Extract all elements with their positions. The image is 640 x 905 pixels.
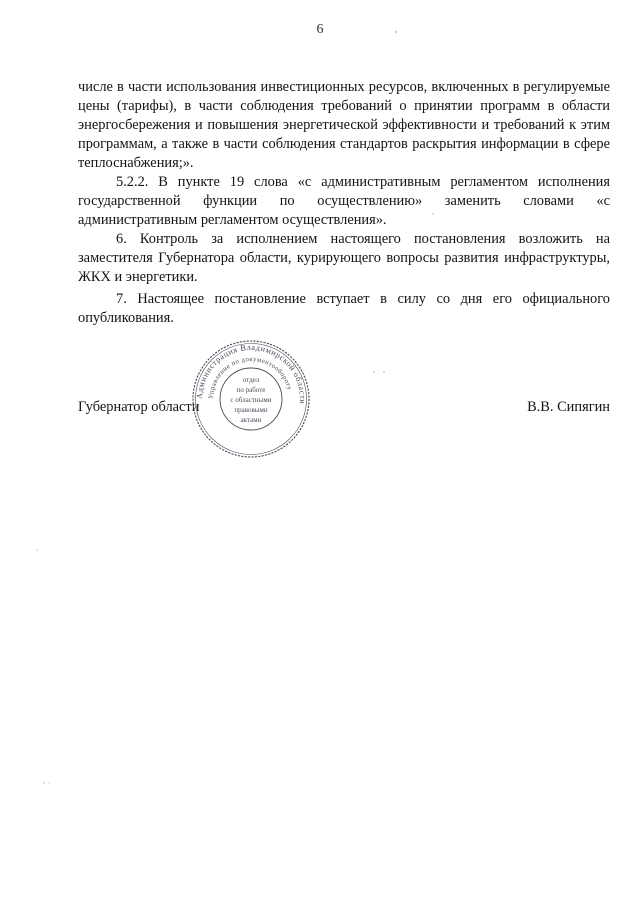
scan-speck <box>395 31 396 32</box>
scan-speck <box>36 549 37 550</box>
seal-center-line: отдел <box>242 376 260 384</box>
paragraph-continuation-text: числе в части использования инвестиционных ресурсов, включенных в регулируемые цены (тарифы), в части соблюдения требований о принятии программ в области энергосбережения и повышения энергетической эффективности и требований к этим программам, а также в части соблюдения стандартов раскрытия информации в сфере теплоснабжения;». <box>78 79 610 171</box>
seal-outer-text: Администрация Владимирской области <box>194 342 308 405</box>
scan-speck <box>43 782 44 783</box>
seal-center-line: с областными <box>230 396 272 404</box>
scan-speck <box>432 213 433 214</box>
paragraph-6-text: 6. Контроль за исполнением настоящего постановления возложить на заместителя Губернатора области, курирующего вопросы развития инфраструктуры, ЖКХ и энергетики. <box>78 231 610 285</box>
signatory-name: В.В. Сипягин <box>527 399 610 415</box>
seal-inner-text: Управление по документообороту <box>207 355 293 400</box>
seal-center-line: правовыми <box>234 406 268 414</box>
seal-center-line: актами <box>240 416 262 424</box>
paragraph-7-text: 7. Настоящее постановление вступает в силу со дня его официального опубликования. <box>78 291 610 326</box>
scan-speck <box>383 371 384 372</box>
signatory-position: Губернатор области <box>78 399 200 415</box>
page-number: 6 <box>316 22 324 37</box>
scan-speck <box>373 371 374 372</box>
scan-speck <box>49 783 50 784</box>
paragraph-5-2-2-text: 5.2.2. В пункте 19 слова «с административным регламентом исполнения государственной функции по осуществлению» заменить словами «с административным регламентом осуществления». <box>78 174 610 228</box>
seal-center-line: по работе <box>236 386 266 394</box>
